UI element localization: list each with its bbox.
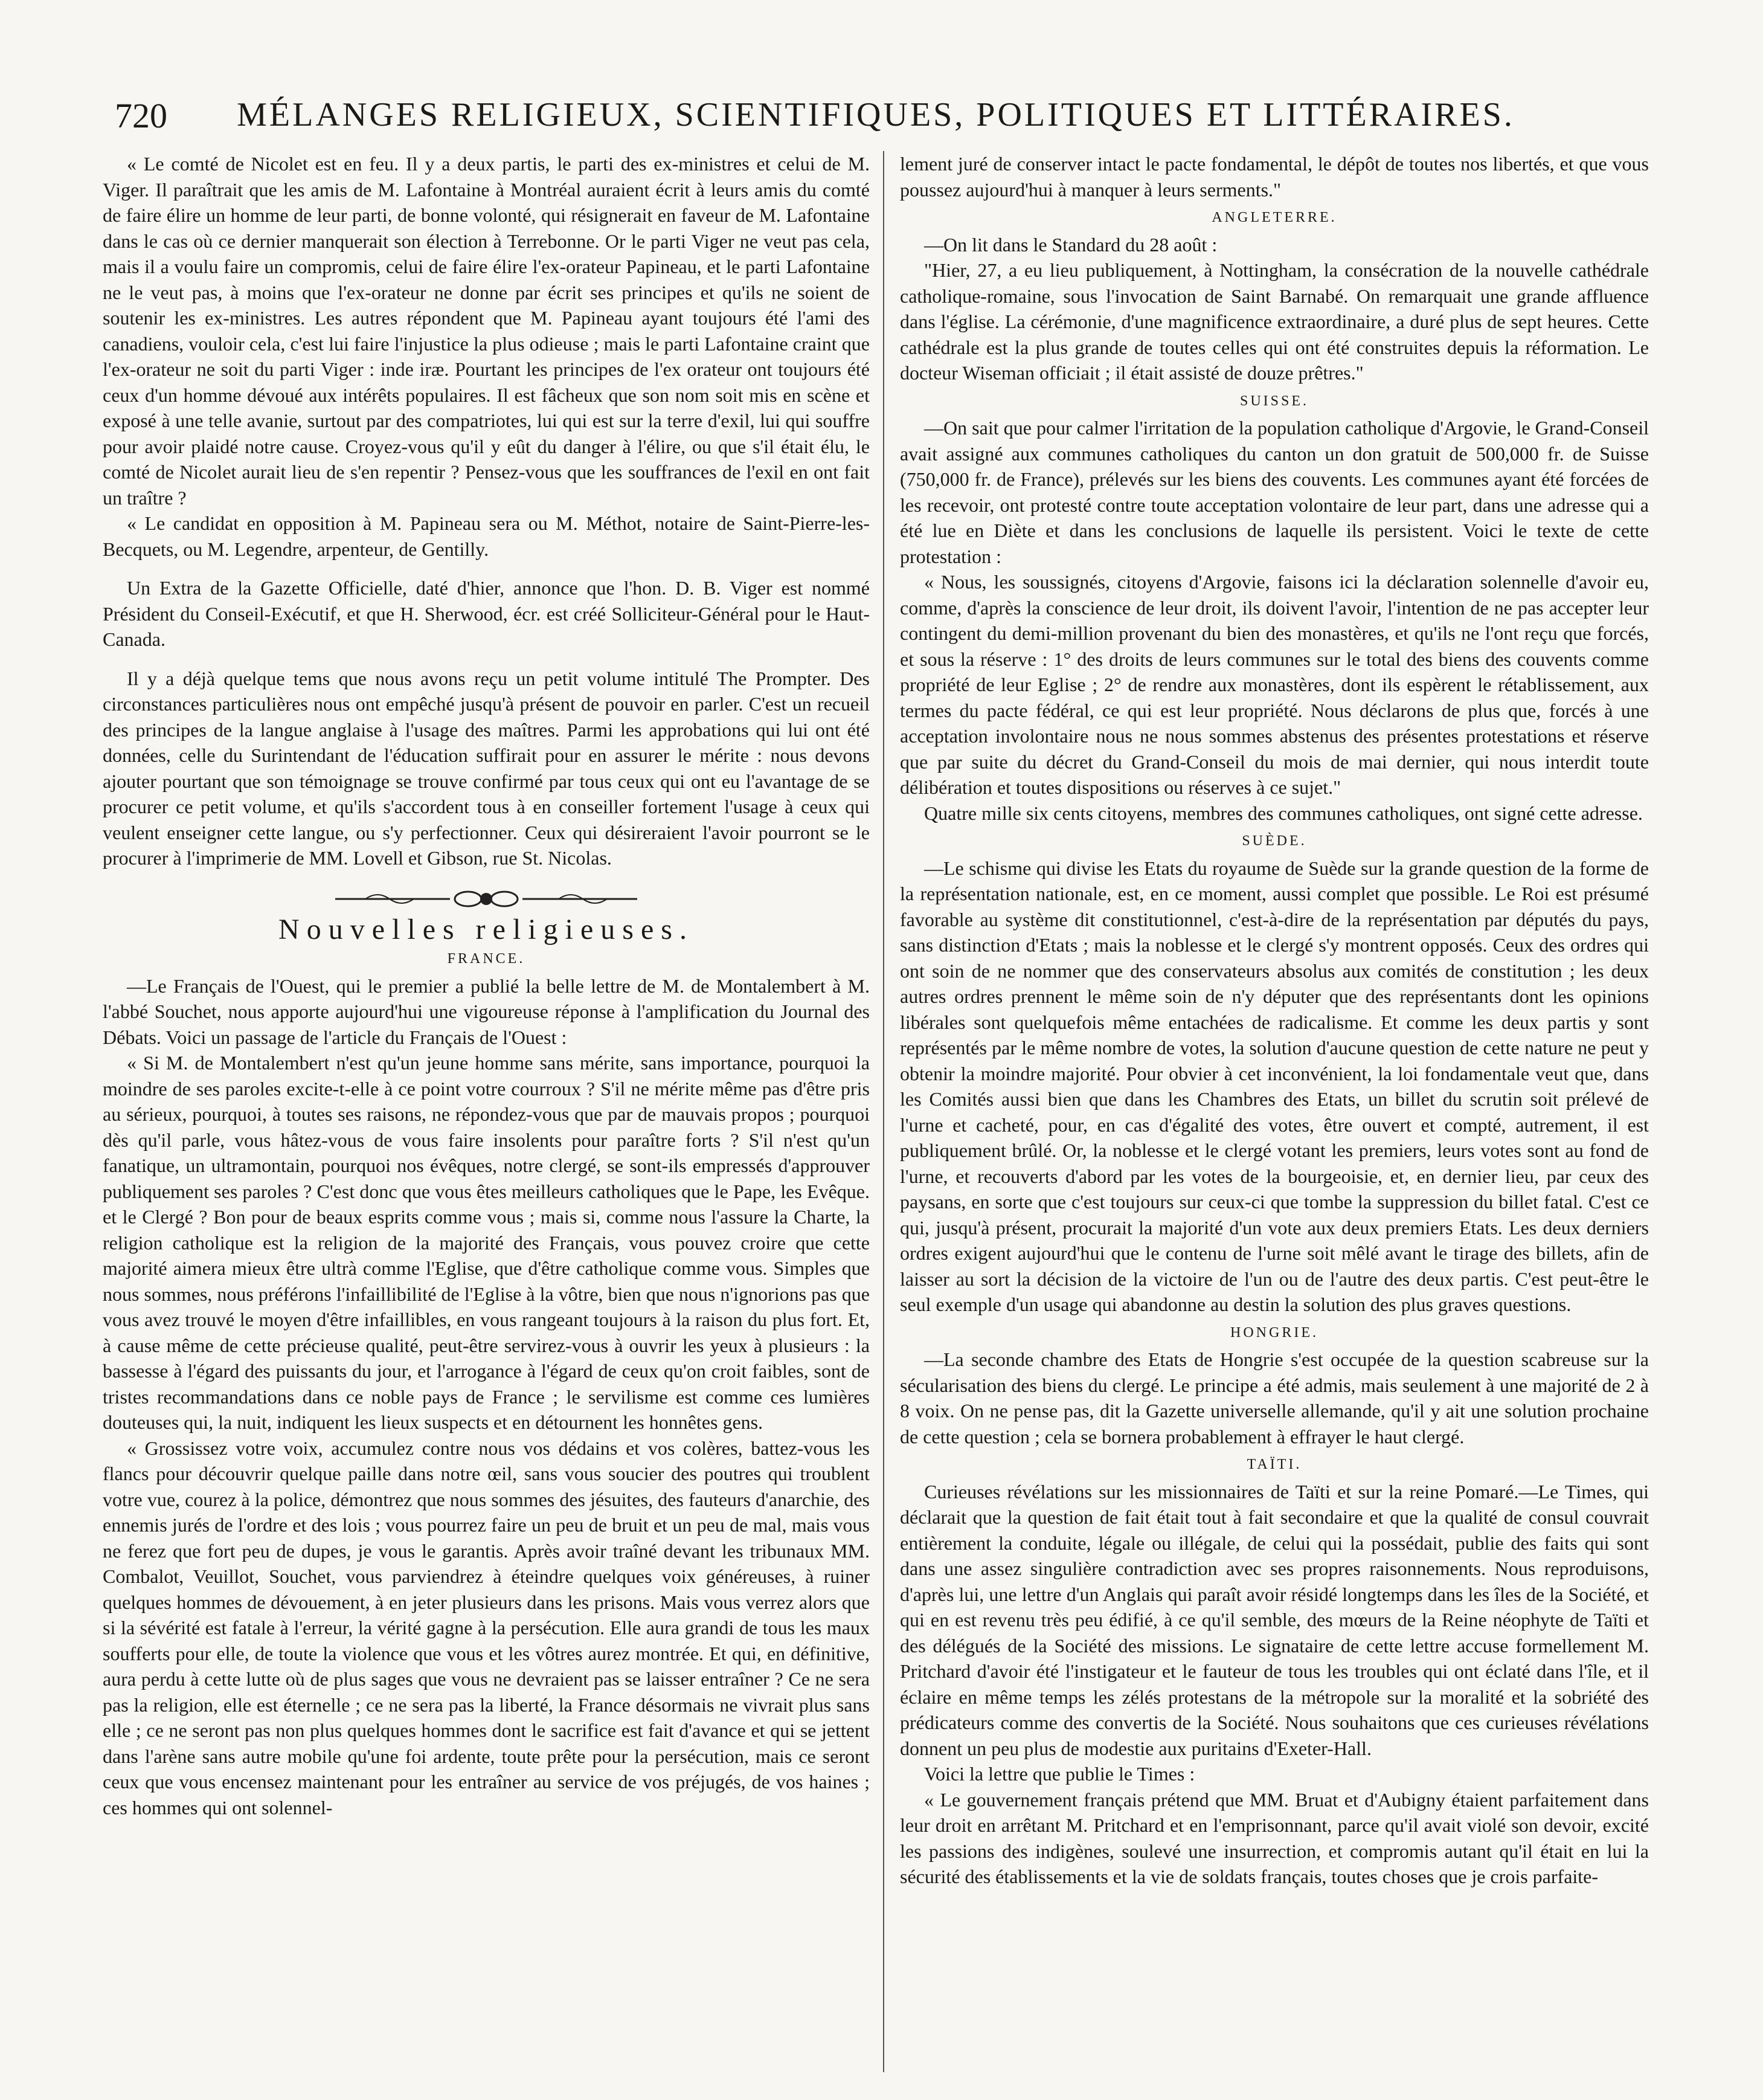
section-title: Nouvelles religieuses. xyxy=(278,913,694,945)
article-montalembert-quote: « Si M. de Montalembert n'est qu'un jeune homme sans mérite, sans importance, pourquoi la moindre de ses paroles excite-t-elle à ce point votre courroux ? S'il ne mérite même pas d'être pris au sérieux, pourquoi, à toutes ses raisons, ne répondez-vous que par de mauvais propos ; pourquoi dès qu'il parle, vous hâtez-vous de vous faire insolents pour paraître forts ? S'il n'est qu'un fanatique, un ultramontain, pourquoi nos évêques, notre clergé, se sont-ils empressés d'approuver publiquement ses paroles ? C'est donc que vous êtes meilleurs catholiques que le Pape, les Evêque. et le Clergé ? Bon pour de beaux esprits comme vous ; mais si, comme nous l'assure la Charte, la religion catholique est la religion de la majorité des Français, vous pouvez croire que cette majorité aimera mieux être ultrà comme l'Eglise, que d'être catholique comme vous. Simples que nous sommes, nous préférons l'infaillibilité de l'Eglise à la vôtre, bien que nous n'ignorions pas que vous avez trouvé le moyen d'être infaillibles, en vous rangeant toujours à la raison du plus fort. Et, à cause même de cette précieuse qualité, peut-être servirez-vous à ouvrir les yeux à plusieurs : la bassesse à l'égard des puissants du jour, et l'arrogance à l'égard de ceux qu'on croit faibles, sont de tristes recommandations dans ce noble pays de France ; le servilisme est comme ces lumières douteuses qui, la nuit, indiquent les lieux suspects et en détournent les honnêtes gens. xyxy=(103,1052,870,1433)
page-number: 720 xyxy=(115,96,167,135)
article-suede: —Le schisme qui divise les Etats du royaume de Suède sur la grande question de la forme de la représentation nationale, est, en ce moment, aussi complet que possible. Le Roi est présumé favorable au système dit constitutionnel, c'est-à-dire de la représentation par députés du pays, sans distinction d'Etats ; mais la noblesse et le clergé s'y montrent opposés. Ceux des ordres qui ont soin de ne nommer que des conservateurs absolus aux comités de constitution ; les deux autres ordres prennent le même soin de n'y députer que des représentants dont les opinions libérales sont quelquefois même entachées de radicalisme. Et comme les deux partis y sont représentés par le même nombre de votes, la solution d'aucune question de cette nature ne peut y obtenir la moindre majorité. Pour obvier à cet inconvénient, la loi fondamentale veut que, dans les Comités aussi bien que dans les Chambres des Etats, un billet du scrutin soit prélevé de l'urne et cacheté, pour, en cas d'égalité des votes, être ouvert et compté, autrement, il est publiquement brûlé. Or, la noblesse et le clergé votant les premiers, leurs votes sont au fond de l'urne, et recouverts d'abord par les votes de la bourgeoisie, et, en dernier lieu, par ceux des paysans, en sorte que c'est toujours sur ceux-ci que tombe la suppression du billet fatal. C'est ce qui, jusqu'à présent, procurait la majorité d'un vote aux deux premiers Etats. Les deux derniers ordres exigent aujourd'hui que le contenu de l'urne soit mêlé avant le tirage des billets, afin de laisser au sort la décision de la victoire de l'un ou de l'autre des deux partis. C'est peut-être le seul exemple d'un usage qui abandonne au destin la solution des plus graves questions. xyxy=(900,857,1649,1315)
left-column xyxy=(103,151,870,2072)
article-continuation: lement juré de conserver intact le pacte fondamental, le dépôt de toutes nos libertés, et que vous poussez aujourd'hui à manquer à leurs serments." xyxy=(900,153,1649,201)
article-grossissez-quote: « Grossissez votre voix, accumulez contre nous vos dédains et vos colères, battez-vous les flancs pour découvrir quelque paille dans notre œil, sans vous soucier des poutres qui troublent votre vue, courez à la police, démontrez que nous sommes des jésuites, des fauteurs d'anarchie, des ennemis jurés de l'ordre et des lois ; vous pourrez faire un peu de bruit et un peu de mal, mais vous ne ferez que fort peu de dupes, je vous le garantis. Après avoir traîné devant les tribunaux MM. Combalot, Veuillot, Souchet, vous parviendrez à éteindre quelques voix généreuses, à ruiner quelques hommes de dévouement, à en jeter plusieurs dans les prisons. Mais vous verrez alors que si la sévérité est fatale à l'erreur, la vérité gagne à la persécution. Elle aura grandi de tous les maux soufferts pour elle, de toute la violence que vous et les vôtres aurez montrée. Et qui, en définitive, aura perdu à cette lutte où de plus sages que vous ne devraient pas se laisser entraîner ? Ce ne sera pas la religion, elle est éternelle ; ce ne sera pas la liberté, la France désormais ne vivrait plus sans elle ; ce ne seront pas non plus quelques hommes dont le sacrifice est fait d'avance et qui se jettent dans l'arène sans autre mobile qu'une foi ardente, toute prête pour la persécution, mais ce seront ceux que vous encensez maintenant pour les entraîner au service de vos préjugés, de vos haines ; ces hommes qui ont solennel- xyxy=(103,1437,870,1818)
article-gazette-officielle: Un Extra de la Gazette Officielle, daté d'hier, annonce que l'hon. D. B. Viger est nommé Président du Conseil-Exécutif, et que H. Sherwood, écr. est créé Solliciteur-Général pour le Haut-Canada. xyxy=(103,577,870,650)
article-prompter: Il y a déjà quelque tems que nous avons reçu un petit volume intitulé The Prompter. Des circonstances particulières nous ont empêché jusqu'à présent de pouvoir en parler. C'est un recueil des principes de la langue anglaise à l'usage des maîtres. Parmi les approbations qui lui ont été données, celle du Surintendant de l'éducation suffirait pour en assurer le mérite : nous devons ajouter pourtant que son témoignage se trouve confirmé par tous ceux qui ont eu l'avantage de se procurer ce petit volume, et qu'ils s'accordent tous à en conseiller fortement l'usage à ceux qui veulent enseigner cette langue, ou s'y perfectionner. Ceux qui désireraient l'avoir pourront se le procurer à l'imprimerie de MM. Lovell et Gibson, rue St. Nicolas. xyxy=(103,667,870,869)
heading-angleterre: ANGLETERRE. xyxy=(1212,210,1337,225)
right-column xyxy=(900,151,1649,2072)
article-signataires: Quatre mille six cents citoyens, membres des communes catholiques, ont signé cette adresse. xyxy=(924,802,1643,824)
heading-hongrie: HONGRIE. xyxy=(1230,1324,1318,1341)
ornament-divider xyxy=(103,887,870,911)
article-standard: —On lit dans le Standard du 28 août : xyxy=(924,233,1218,256)
article-hongrie: —La seconde chambre des Etats de Hongrie s'est occupée de la question scabreuse sur la sécularisation des biens du clergé. Le principe a été admis, mais seulement à une majorité de 2 à 8 voix. On ne pense pas, dit la Gazette universelle allemande, qu'il y ait une solution prochaine de cette question ; cela se bornera probablement à effrayer le haut clergé. xyxy=(900,1348,1649,1448)
article-argovie: —On sait que pour calmer l'irritation de la population catholique d'Argovie, le Grand-Conseil avait assigné aux communes catholiques du canton un don gratuit de 500,000 fr. de Suisse (750,000 fr. de France), prélevés sur les biens des couvents. Les communes ayant été forcées de les recevoir, ont protesté contre toute acceptation volontaire de leur part, dans une adresse qui a été lue en Diète et dans les conclusions de laquelle ils persistent. Voici le texte de cette protestation : xyxy=(900,417,1649,567)
heading-suede: SUÈDE. xyxy=(1242,833,1307,849)
ornament-icon xyxy=(329,887,643,911)
heading-suisse: SUISSE. xyxy=(1239,393,1309,409)
column-divider xyxy=(883,151,884,2072)
article-nottingham: "Hier, 27, a eu lieu publiquement, à Nottingham, la consécration de la nouvelle cathédrale catholique-romaine, sous l'invocation de Saint Barnabé. On remarquait une grande affluence dans l'église. La cérémonie, d'une magnificence extraordinaire, a duré plus de sept heures. Cette cathédrale est la plus grande de toutes celles qui ont été construites depuis la réformation. Le docteur Wiseman officiait ; il était assisté de douze prêtres." xyxy=(900,259,1649,384)
article-candidat: « Le candidat en opposition à M. Papineau sera ou M. Méthot, notaire de Saint-Pierre-les-Becquets, ou M. Legendre, arpenteur, de Gentilly. xyxy=(103,512,870,560)
page-header xyxy=(103,91,1649,139)
article-nicolet: « Le comté de Nicolet est en feu. Il y a deux partis, le parti des ex-ministres et celui de M. Viger. Il paraîtrait que les amis de M. Lafontaine à Montréal auraient écrit à leurs amis du comté de faire élire un homme de leur parti, de bonne volonté, qui résignerait en faveur de M. Lafontaine dans le cas où ce dernier manquerait son élection à Terrebonne. Or le parti Viger ne veut pas cela, mais il a voulu faire un compromis, celui de faire élire l'ex-orateur Papineau, et le parti Lafontaine ne le veut pas, à moins que l'ex-orateur ne donne par écrit ses principes et qu'ils ne soient de soutenir les ex-ministres. Les autres répondent que M. Papineau ayant toujours été l'ami des canadiens, vouloir cela, c'est lui faire l'injustice la plus odieuse ; mais le parti Lafontaine craint que l'ex-orateur ne soit du parti Viger : inde iræ. Pourtant les principes de l'ex orateur ont toujours été ceux d'un homme dévoué aux intérêts populaires. Il est fâcheux que son nom soit mis en scène et exposé à une telle avanie, surtout par des compatriotes, lui qui est sur la terre d'exil, lui qui souffre pour avoir plaidé notre cause. Croyez-vous qu'il y eût du danger à l'élire, ou que s'il était élu, le comté de Nicolet aurait lieu de s'en repentir ? Pensez-vous que les souffrances de l'exil en ont fait un traître ? xyxy=(103,153,870,509)
article-protestation: « Nous, les soussignés, citoyens d'Argovie, faisons ici la déclaration solennelle d'avoir eu, comme, d'après la conscience de leur droit, ils doivent l'avoir, l'intention de ne pas accepter leur contingent du demi-million provenant du bien des monastères, et qu'ils ne l'ont reçu que forcés, et sous la réserve : 1° des droits de leurs communes sur le total des biens des couvents comme propriété de leur Eglise ; 2° de rendre aux monastères, dont ils espèrent le rétablissement, aux termes du pacte fédéral, ce qui est leur propriété. Nous déclarons de plus que, forcés à une acceptation involontaire nous ne nous sommes abstenus des présentes protestations et réserve que par suite du décret du Grand-Conseil du mois de mai dernier, qui nous interdit toute délibération et toutes dispositions ou réserves à ce sujet." xyxy=(900,571,1649,798)
article-times-letter: « Le gouvernement français prétend que MM. Bruat et d'Aubigny étaient parfaitement dans leur droit en arrêtant M. Pritchard et en l'emprisonnant, parce qu'il avait violé son devoir, excité les passions des indigènes, soulevé une insurrection, et compromis autant qu'il était en lui la sécurité des établissements et la vie de soldats français, toutes choses que je crois parfaite- xyxy=(900,1788,1649,1887)
article-taiti: Curieuses révélations sur les missionnaires de Taïti et sur la reine Pomaré.—Le Times, qui déclarait que la question de fait était tout à fait secondaire et que la qualité de consul couvrait entièrement la conduite, légale ou illégale, de celui qui la possédait, publie des faits qui sont dans une assez singulière contradiction avec ses propres raisonnements. Nous reproduisons, d'après lui, une lettre d'un Anglais qui paraît avoir résidé longtemps dans les îles de la Société, et qui en est revenu très peu édifié, à ce qu'il semble, des mœurs de la Reine néophyte de Taïti et des délégués de la Société des missions. Le signataire de cette lettre accuse formellement M. Pritchard d'avoir été l'instigateur et le fauteur de tous les troubles qui ont éclaté dans l'île, et il éclaire en même temps les zélés protestans de la métropole sur la moralité et la sobriété des prédicateurs comme des convertis de la Société. Nous souhaitons que ces curieuses révélations donnent un peu plus de modestie aux puritains d'Exeter-Hall. xyxy=(900,1480,1649,1759)
heading-taiti: TAÏTI. xyxy=(1247,1457,1302,1472)
heading-france: FRANCE. xyxy=(447,951,525,967)
article-times-intro: Voici la lettre que publie le Times : xyxy=(924,1763,1195,1785)
running-title: MÉLANGES RELIGIEUX, SCIENTIFIQUES, POLITIQUES ET LITTÉRAIRES. xyxy=(237,96,1515,134)
article-francais-de-l-ouest: —Le Français de l'Ouest, qui le premier a publié la belle lettre de M. de Montalembert à M. l'abbé Souchet, nous apporte aujourd'hui une vigoureuse réponse à l'amplification du Journal des Débats. Voici un passage de l'article du Français de l'Ouest : xyxy=(103,974,870,1048)
